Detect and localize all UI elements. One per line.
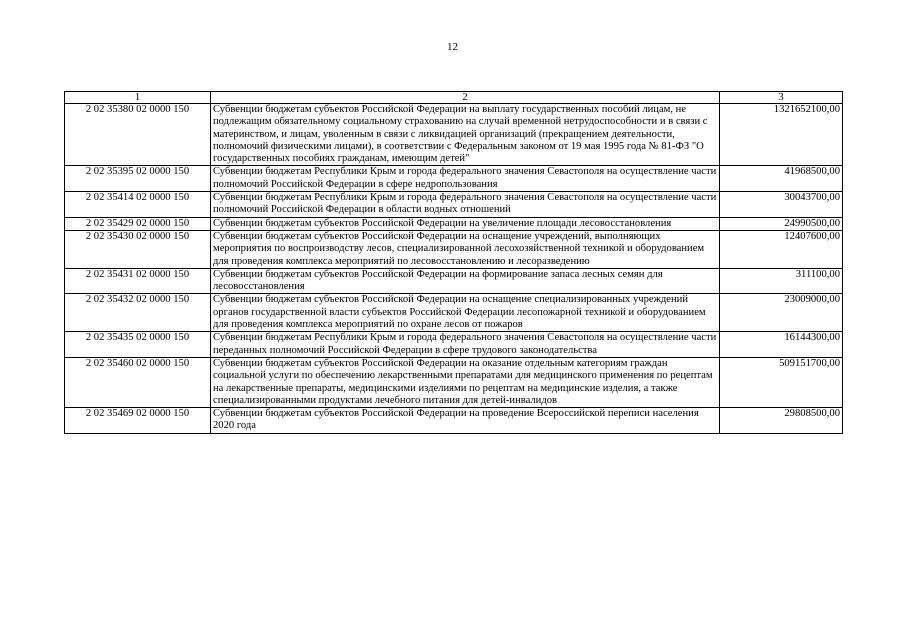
row-description: Субвенции бюджетам Республики Крым и города федерального значения Севастополя на осуществление части полномочий Российской Федерации в области водных отношений [211,192,720,218]
row-code: 2 02 35395 02 0000 150 [65,166,211,192]
row-amount: 24990500,00 [720,217,843,230]
table-row [65,166,843,192]
table-row [65,332,843,358]
table-row [65,357,843,407]
column-header-amount: 3 [720,92,843,104]
table-row [65,294,843,332]
table-row [65,104,843,166]
row-amount: 509151700,00 [720,357,843,407]
row-amount: 12407600,00 [720,230,843,268]
row-description: Субвенции бюджетам субъектов Российской Федерации на оснащение учреждений, выполняющих мероприятия по воспроизводству лесов, специализированной лесохозяйственной техникой и оборудованием для проведения комплекса мероприятий по лесовосстановлению и лесоразведению [211,230,720,268]
row-description: Субвенции бюджетам субъектов Российской Федерации на увеличение площади лесовосстановления [211,217,720,230]
page-number: 12 [447,41,458,53]
table-row [65,217,843,230]
row-amount: 1321652100,00 [720,104,843,166]
row-description: Субвенции бюджетам субъектов Российской Федерации на формирование запаса лесных семян для лесовосстановления [211,268,720,294]
row-description: Субвенции бюджетам Республики Крым и города федерального значения Севастополя на осуществление части полномочий Российской Федерации в сфере недропользования [211,166,720,192]
row-code: 2 02 35469 02 0000 150 [65,408,211,434]
row-amount: 29808500,00 [720,408,843,434]
row-code: 2 02 35432 02 0000 150 [65,294,211,332]
table-row [65,408,843,434]
row-description: Субвенции бюджетам субъектов Российской Федерации на оказание отдельным категориям граждан социальной услуги по обеспечению лекарственными препаратами для медицинского применения по рецептам на лекарственные препараты, медицинскими изделиями по рецептам на медицинские изделия, а также специализированными продуктами лечебного питания для детей-инвалидов [211,357,720,407]
row-amount: 311100,00 [720,268,843,294]
row-code: 2 02 35435 02 0000 150 [65,332,211,358]
row-description: Субвенции бюджетам субъектов Российской Федерации на оснащение специализированных учреждений органов государственной власти субъектов Российской Федерации лесопожарной техникой и оборудованием для проведения комплекса мероприятий по охране лесов от пожаров [211,294,720,332]
row-amount: 23009000,00 [720,294,843,332]
table-row [65,230,843,268]
row-code: 2 02 35431 02 0000 150 [65,268,211,294]
table-row [65,268,843,294]
row-description: Субвенции бюджетам субъектов Российской Федерации на выплату государственных пособий лицам, не подлежащим обязательному социальному страхованию на случай временной нетрудоспособности и в связи с материнством, и лицам, уволенным в связи с ликвидацией организаций (прекращением деятельности, полномочий физическими лицами), в соответствии с Федеральным законом от 19 мая 1995 года № 81-ФЗ "О государственных пособиях гражданам, имеющим детей" [211,104,720,166]
row-amount: 16144300,00 [720,332,843,358]
row-code: 2 02 35380 02 0000 150 [65,104,211,166]
column-header-description: 2 [211,92,720,104]
row-description: Субвенции бюджетам субъектов Российской Федерации на проведение Всероссийской переписи населения 2020 года [211,408,720,434]
row-description: Субвенции бюджетам Республики Крым и города федерального значения Севастополя на осуществление части переданных полномочий Российской Федерации в сфере трудового законодательства [211,332,720,358]
table-header-row [65,92,843,104]
row-code: 2 02 35414 02 0000 150 [65,192,211,218]
column-header-code: 1 [65,92,211,104]
row-code: 2 02 35430 02 0000 150 [65,230,211,268]
budget-table [64,91,843,434]
row-amount: 41968500,00 [720,166,843,192]
row-code: 2 02 35460 02 0000 150 [65,357,211,407]
table-row [65,192,843,218]
row-code: 2 02 35429 02 0000 150 [65,217,211,230]
row-amount: 30043700,00 [720,192,843,218]
